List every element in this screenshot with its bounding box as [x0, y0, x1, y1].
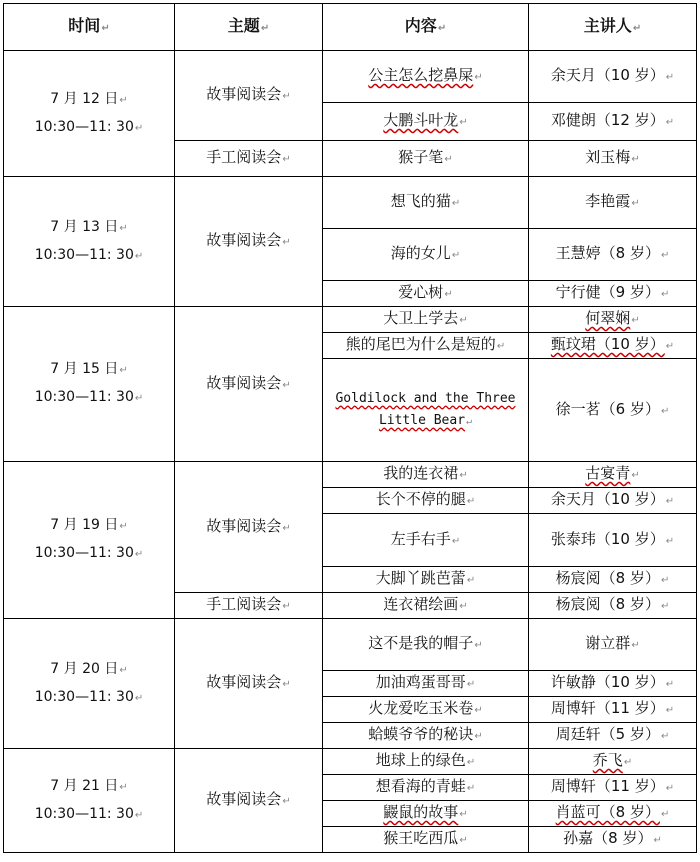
date-cell: 7 月 19 日↵ 10:30—11: 30↵ — [4, 462, 175, 619]
content-cell: 爱心树↵ — [323, 281, 529, 307]
speaker-cell: 孙嘉（8 岁）↵ — [529, 827, 697, 853]
speaker-cell: 甄玟珺（10 岁）↵ — [529, 333, 697, 359]
speaker-cell: 周博轩（11 岁）↵ — [529, 697, 697, 723]
speaker-cell: 何翠娴↵ — [529, 307, 697, 333]
content-cell: 想飞的猫↵ — [323, 177, 529, 229]
speaker-cell: 刘玉梅↵ — [529, 141, 697, 177]
content-cell: 我的连衣裙↵ — [323, 462, 529, 488]
content-cell: 左手右手↵ — [323, 514, 529, 567]
date-cell: 7 月 13 日↵ 10:30—11: 30↵ — [4, 177, 175, 307]
speaker-cell: 王慧婷（8 岁）↵ — [529, 229, 697, 281]
speaker-cell: 周廷轩（5 岁）↵ — [529, 723, 697, 749]
speaker-cell: 余天月（10 岁）↵ — [529, 51, 697, 103]
content-cell: 鼹鼠的故事↵ — [323, 801, 529, 827]
content-cell: 火龙爱吃玉米卷↵ — [323, 697, 529, 723]
theme-cell: 故事阅读会↵ — [175, 749, 323, 853]
content-cell: 地球上的绿色↵ — [323, 749, 529, 775]
speaker-cell: 许敏静（10 岁）↵ — [529, 671, 697, 697]
table-row — [4, 51, 697, 103]
speaker-cell: 李艳霞↵ — [529, 177, 697, 229]
theme-cell: 手工阅读会↵ — [175, 141, 323, 177]
speaker-cell: 邓健朗（12 岁）↵ — [529, 103, 697, 141]
header-time: 时间↵ — [4, 4, 175, 51]
content-cell: Goldilock and the Three Little Bear↵ — [323, 359, 529, 462]
content-cell: 猴王吃西瓜↵ — [323, 827, 529, 853]
theme-cell: 故事阅读会↵ — [175, 51, 323, 141]
theme-cell: 故事阅读会↵ — [175, 177, 323, 307]
schedule-table — [3, 3, 697, 853]
speaker-cell: 杨宸阅（8 岁）↵ — [529, 567, 697, 593]
speaker-cell: 宁行健（9 岁）↵ — [529, 281, 697, 307]
date-cell: 7 月 15 日↵ 10:30—11: 30↵ — [4, 307, 175, 462]
content-cell: 连衣裙绘画↵ — [323, 593, 529, 619]
speaker-cell: 古宴青↵ — [529, 462, 697, 488]
table-row — [4, 749, 697, 775]
header-content: 内容↵ — [323, 4, 529, 51]
content-cell: 蛤蟆爷爷的秘诀↵ — [323, 723, 529, 749]
speaker-cell: 张泰玮（10 岁）↵ — [529, 514, 697, 567]
theme-cell: 手工阅读会↵ — [175, 593, 323, 619]
header-speaker: 主讲人↵ — [529, 4, 697, 51]
date-cell: 7 月 12 日↵ 10:30—11: 30↵ — [4, 51, 175, 177]
content-cell: 公主怎么挖鼻屎↵ — [323, 51, 529, 103]
content-cell: 大脚丫跳芭蕾↵ — [323, 567, 529, 593]
speaker-cell: 肖蓝可（8 岁）↵ — [529, 801, 697, 827]
theme-cell: 故事阅读会↵ — [175, 619, 323, 749]
table-row — [4, 177, 697, 229]
content-cell: 想看海的青蛙↵ — [323, 775, 529, 801]
header-theme: 主题↵ — [175, 4, 323, 51]
speaker-cell: 谢立群↵ — [529, 619, 697, 671]
speaker-cell: 杨宸阅（8 岁）↵ — [529, 593, 697, 619]
content-cell: 加油鸡蛋哥哥↵ — [323, 671, 529, 697]
content-cell: 大鹏斗叶龙↵ — [323, 103, 529, 141]
header-row — [4, 4, 697, 51]
speaker-cell: 余天月（10 岁）↵ — [529, 488, 697, 514]
content-cell: 熊的尾巴为什么是短的↵ — [323, 333, 529, 359]
content-cell: 大卫上学去↵ — [323, 307, 529, 333]
table-row — [4, 619, 697, 671]
date-cell: 7 月 21 日↵ 10:30—11: 30↵ — [4, 749, 175, 853]
theme-cell: 故事阅读会↵ — [175, 462, 323, 593]
speaker-cell: 周博轩（11 岁）↵ — [529, 775, 697, 801]
content-cell: 这不是我的帽子↵ — [323, 619, 529, 671]
date-cell: 7 月 20 日↵ 10:30—11: 30↵ — [4, 619, 175, 749]
content-cell: 长个不停的腿↵ — [323, 488, 529, 514]
content-cell: 猴子笔↵ — [323, 141, 529, 177]
table-row — [4, 462, 697, 488]
content-cell: 海的女儿↵ — [323, 229, 529, 281]
speaker-cell: 徐一茗（6 岁）↵ — [529, 359, 697, 462]
speaker-cell: 乔飞↵ — [529, 749, 697, 775]
theme-cell: 故事阅读会↵ — [175, 307, 323, 462]
table-row — [4, 307, 697, 333]
